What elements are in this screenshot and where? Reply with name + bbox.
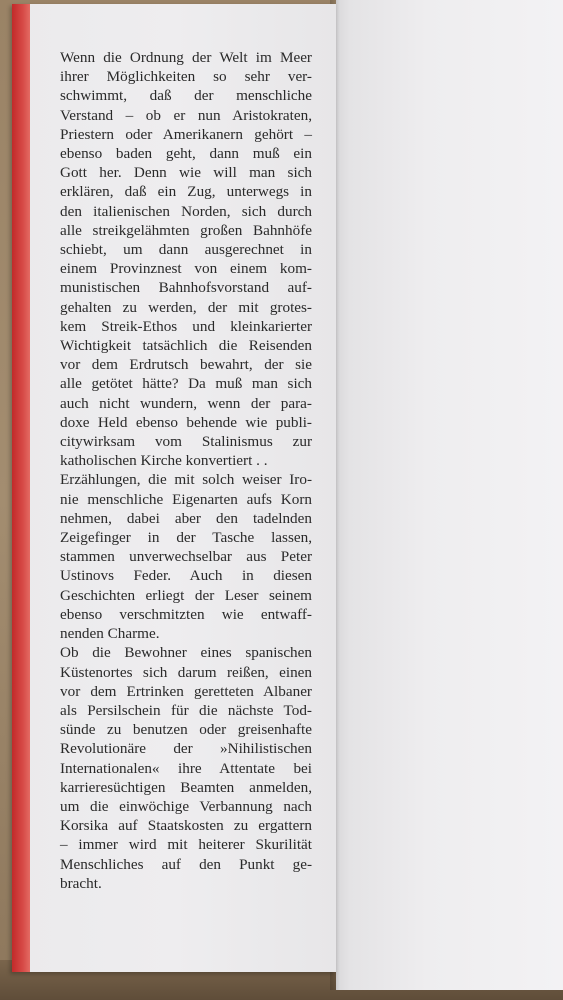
text-line: vor dem Ertrinken geretteten Albaner <box>60 682 312 700</box>
text-line: Wichtigkeit tatsächlich die Reisenden <box>60 337 312 355</box>
text-line: alle getötet hätte? Da muß man sich <box>60 375 312 393</box>
text-line: nie menschliche Eigenarten aufs Korn <box>60 490 312 508</box>
text-line: ebenso verschmitzten wie entwaff- <box>60 605 312 623</box>
text-line: auch nicht wundern, wenn der para- <box>60 394 312 412</box>
text-line: nehmen, dabei aber den tadelnden <box>60 509 312 527</box>
text-line: Internationalen« ihre Attentate bei <box>60 759 312 777</box>
text-line: Priestern oder Amerikanern gehört – <box>60 125 312 143</box>
text-line: stammen unverwechselbar aus Peter <box>60 548 312 566</box>
text-line: doxe Held ebenso behende wie publi- <box>60 413 312 431</box>
text-line: erklären, daß ein Zug, unterwegs in <box>60 183 312 201</box>
text-line: – immer wird mit heiterer Skurilität <box>60 836 312 854</box>
text-line: Verstand – ob er nun Aristokraten, <box>60 106 312 124</box>
text-line: als Persilschein für die nächste Tod- <box>60 701 312 719</box>
blurb-paragraph <box>60 470 312 643</box>
text-line: citywirksam vom Stalinismus zur <box>60 433 312 451</box>
text-line: Gott her. Denn wie will man sich <box>60 164 312 182</box>
text-line: Ob die Bewohner eines spanischen <box>60 644 312 662</box>
blurb-paragraph <box>60 48 312 470</box>
text-line: Revolutionäre der »Nihilistischen <box>60 740 312 758</box>
text-line: Korsika auf Staatskosten zu ergattern <box>60 817 312 835</box>
text-line: Wenn die Ordnung der Welt im Meer <box>60 49 312 66</box>
text-line: karrieresüchtigen Beamten anmelden, <box>60 778 312 796</box>
text-line: Menschliches auf den Punkt ge- <box>60 855 312 873</box>
text-line: Ustinovs Feder. Auch in diesen <box>60 567 312 585</box>
text-line: ihrer Möglichkeiten so sehr ver- <box>60 68 312 86</box>
text-line: munistischen Bahnhofsvorstand auf- <box>60 279 312 297</box>
book-cover-inner <box>336 0 563 990</box>
text-line: sünde zu benutzen oder greisenhafte <box>60 721 312 739</box>
text-line: Geschichten erliegt der Leser seinem <box>60 586 312 604</box>
text-line: ebenso baden geht, dann muß ein <box>60 145 312 163</box>
text-line: um die einwöchige Verbannung nach <box>60 797 312 815</box>
text-line: vor dem Erdrutsch bewahrt, der sie <box>60 356 312 374</box>
text-line: gehalten zu werden, der mit grotes- <box>60 298 312 316</box>
text-line: schiebt, um dann ausgerechnet in <box>60 241 312 259</box>
text-line: katholischen Kirche konvertiert . . <box>60 452 268 470</box>
text-line: kem Streik-Ethos und kleinkarierter <box>60 317 312 335</box>
blurb-text <box>60 48 312 893</box>
text-line: Küstenortes sich darum reißen, einen <box>60 663 312 681</box>
text-line: schwimmt, daß der menschliche <box>60 87 312 105</box>
text-line: alle streikgelähmten großen Bahnhöfe <box>60 221 312 239</box>
red-edge-stripe <box>12 4 30 972</box>
text-line: den italienischen Norden, sich durch <box>60 202 312 220</box>
text-line: nenden Charme. <box>60 625 160 643</box>
text-line: bracht. <box>60 874 102 892</box>
text-line: Zeigefinger in der Tasche lassen, <box>60 529 312 547</box>
text-line: einem Provinznest von einem kom- <box>60 260 312 278</box>
blurb-paragraph <box>60 643 312 893</box>
text-line: Erzählungen, die mit solch weiser Iro- <box>60 471 312 489</box>
